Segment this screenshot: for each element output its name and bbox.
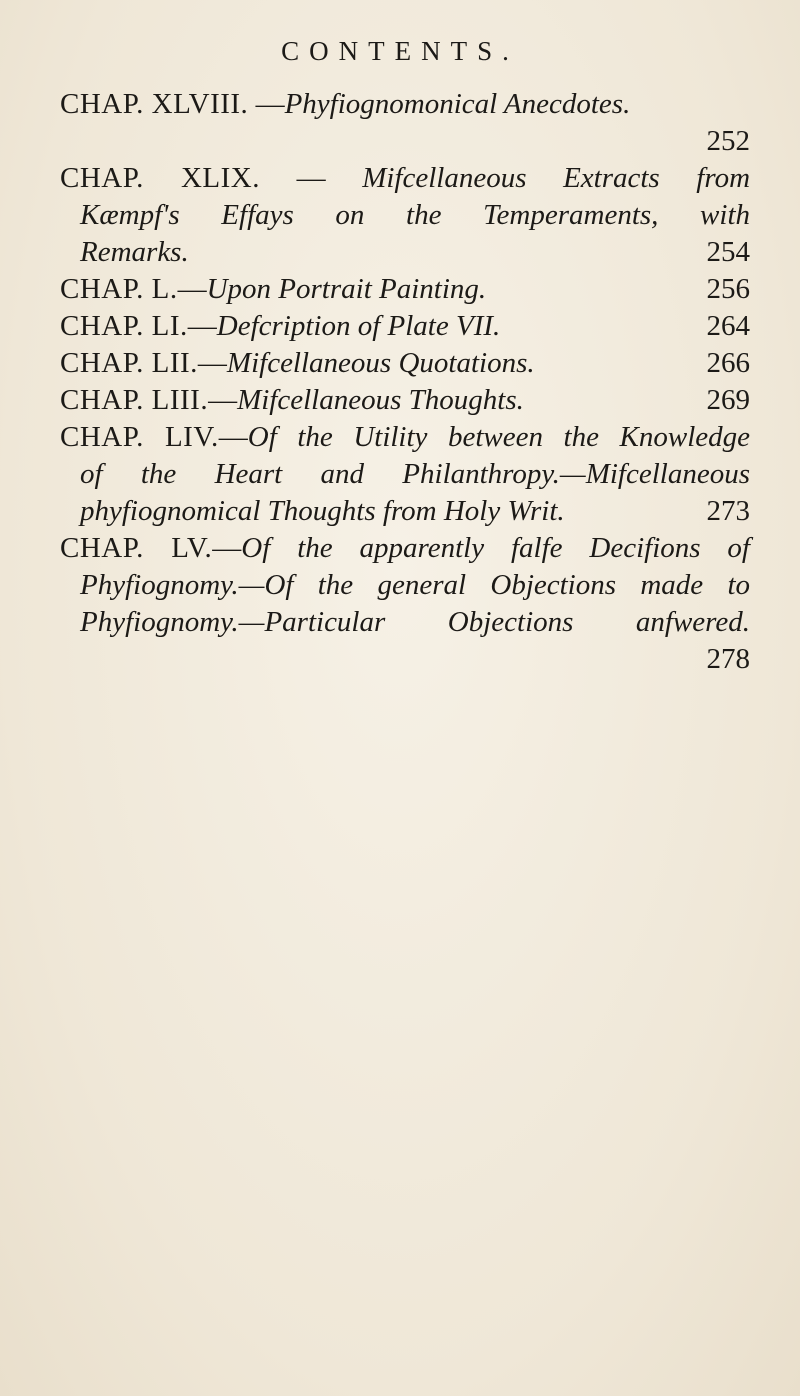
chapter-title-continued: phyfiognomical Thoughts from Holy Writ. bbox=[80, 495, 565, 527]
toc-entry bbox=[60, 530, 750, 678]
chapter-title: Defcription of Plate VII. bbox=[216, 310, 501, 342]
chapter-title: Mifcellaneous Thoughts. bbox=[237, 384, 524, 416]
chapter-number: CHAP. LI. bbox=[60, 310, 188, 342]
separator: — bbox=[260, 162, 363, 194]
chapter-number: CHAP. L. bbox=[60, 273, 178, 305]
chapter-number: CHAP. XLIX. bbox=[60, 162, 260, 194]
separator: — bbox=[187, 310, 217, 342]
page-number: 264 bbox=[706, 310, 750, 342]
toc-entry bbox=[60, 345, 750, 382]
chapter-title: Phyfiognomonical Anecdotes. bbox=[284, 88, 631, 120]
toc-entry bbox=[60, 382, 750, 419]
chapter-title-continued: of the Heart and Philanthropy.—Mifcellaneous bbox=[80, 458, 750, 490]
separator: — bbox=[218, 421, 248, 453]
chapter-number: CHAP. XLVIII. bbox=[60, 88, 249, 120]
chapter-number: CHAP. LV. bbox=[60, 532, 213, 564]
toc-entry bbox=[60, 271, 750, 308]
separator: — bbox=[177, 273, 207, 305]
chapter-number: CHAP. LIV. bbox=[60, 421, 219, 453]
chapter-title: Mifcellaneous Quotations. bbox=[226, 347, 535, 379]
page-number: 252 bbox=[706, 125, 750, 157]
separator: — bbox=[197, 347, 227, 379]
chapter-title: Of the apparently falfe Decifions of bbox=[241, 532, 750, 564]
page-number: 254 bbox=[706, 236, 750, 268]
page-number: 278 bbox=[706, 643, 750, 675]
page-header: CONTENTS. bbox=[281, 36, 519, 66]
page-number: 269 bbox=[706, 384, 750, 416]
chapter-title-continued: Remarks. bbox=[80, 236, 189, 268]
chapter-title-continued: Kæmpf's Effays on the Temperaments, with bbox=[80, 199, 750, 231]
toc-entry bbox=[60, 86, 750, 160]
separator: — bbox=[212, 532, 242, 564]
chapter-number: CHAP. LIII. bbox=[60, 384, 209, 416]
contents-list bbox=[60, 86, 750, 678]
chapter-title-continued: Phyfiognomy.—Particular Objections anfwered. bbox=[80, 606, 750, 638]
chapter-title: Of the Utility between the Knowledge bbox=[247, 421, 750, 453]
separator: — bbox=[248, 88, 285, 120]
page-number: 273 bbox=[706, 495, 750, 527]
toc-entry bbox=[60, 308, 750, 345]
chapter-title: Upon Portrait Painting. bbox=[206, 273, 487, 305]
page-number: 266 bbox=[706, 347, 750, 379]
separator: — bbox=[208, 384, 238, 416]
chapter-title-continued: Phyfiognomy.—Of the general Objections made to bbox=[80, 569, 750, 601]
chapter-title: Mifcellaneous Extracts from bbox=[362, 162, 751, 194]
toc-entry bbox=[60, 419, 750, 530]
page-number: 256 bbox=[706, 273, 750, 305]
chapter-number: CHAP. LII. bbox=[60, 347, 198, 379]
toc-entry bbox=[60, 160, 750, 271]
